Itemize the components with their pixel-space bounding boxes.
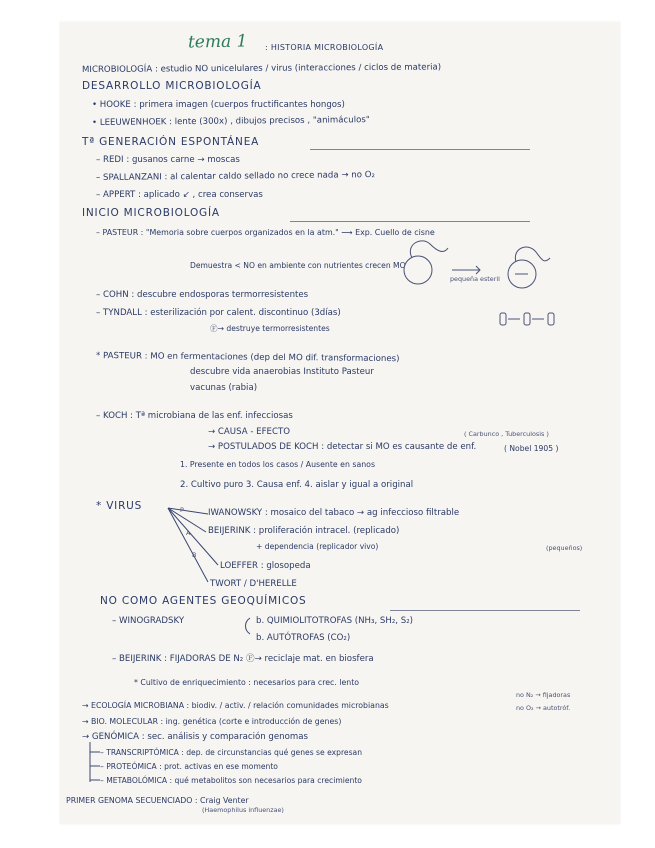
notebook-page [60, 22, 620, 824]
line-iwanowsky: IWANOWSKY : mosaico del tabaco → ag infeccioso filtrable [208, 508, 460, 518]
line-metabolomica: – METABOLÓMICA : qué metabolitos son necesarios para crecimiento [100, 776, 362, 785]
line-enriquecimiento: * Cultivo de enriquecimiento : necesarios para crec. lento [134, 678, 360, 687]
line-beijerink-2: – BEIJERINK : FIJADORAS DE N₂ Ⓕ→ reciclaje mat. en biosfera [112, 654, 374, 664]
annotation-venter: (Haemophilus influenzae) [202, 806, 284, 814]
annotation-virus: (pequeños) [546, 544, 583, 552]
line-postulados: → POSTULADOS DE KOCH : detectar si MO es causante de enf. [208, 442, 477, 452]
line-spallanzani: – SPALLANZANI : al calentar caldo sellado no crece nada → no O₂ [95, 170, 375, 183]
virus-letter-p: P [180, 506, 184, 514]
sketch-layer [60, 22, 620, 824]
line-proteomica: – PROTEÓMICA : prot. activas en ese momento [100, 762, 278, 771]
line-dependencia: + dependencia (replicador vivo) [256, 542, 379, 551]
line-postulado-1: 1. Presente en todos los casos / Ausente en sanos [180, 460, 376, 469]
line-transcriptomica: – TRANSCRIPTÓMICA : dep. de circunstancias qué genes se expresan [100, 748, 363, 757]
line-biomolecular: → BIO. MOLECULAR : ing. genética (corte e introducción de genes) [82, 717, 342, 726]
line-anaerobias: descubre vida anaerobias Instituto Pasteur [190, 367, 374, 377]
heading-desarrollo: DESARROLLO MICROBIOLOGÍA [82, 80, 262, 92]
annotation-winogradsky-2: no O₂ → autotróf. [516, 704, 571, 712]
annotation-koch-2: ( Nobel 1905 ) [504, 444, 559, 453]
line-appert: – APPERT : aplicado ↙ , crea conservas [96, 190, 263, 200]
annotation-winogradsky-1: no N₂ → fijadoras [516, 691, 571, 699]
virus-letter-a: A [186, 529, 191, 537]
line-leeuwenhoek: • LEEUWENHOEK : lente (300x) , dibujos precisos , "animáculos" [91, 115, 370, 128]
line-postulados-2-4: 2. Cultivo puro 3. Causa enf. 4. aislar y igual a original [180, 480, 414, 490]
line-hooke: • HOOKE : primera imagen (cuerpos fructificantes hongos) [92, 100, 345, 110]
line-tyndall-detail: Ⓕ→ destruye termorresistentes [210, 324, 330, 333]
genomics-tree [90, 742, 100, 782]
line-ecologia: → ECOLOGÍA MICROBIANA : biodiv. / activ. / relación comunidades microbianas [82, 701, 389, 710]
line-pasteur2: * PASTEUR : MO en fermentaciones (dep del MO dif. transformaciones) [95, 351, 400, 365]
line-definition: MICROBIOLOGÍA : estudio NO unicelulares / virus (interacciones / ciclos de materia) [81, 62, 442, 75]
line-primer-genoma: PRIMER GENOMA SECUENCIADO : Craig Venter [66, 796, 249, 805]
swan-neck-flask-icon [404, 241, 550, 288]
line-quimiolitotrofas: b. QUIMIOLITOTROFAS (NH₃, SH₂, S₂) [256, 616, 413, 626]
line-demuestra: Demuestra < NO en ambiente con nutrientes crecen MO [190, 261, 406, 270]
line-winogradsky: – WINOGRADSKY [112, 616, 185, 626]
page-subtitle: : HISTORIA MICROBIOLOGÍA [265, 43, 384, 52]
heading-geoquimicos: NO COMO AGENTES GEOQUÍMICOS [100, 595, 307, 607]
annotation-koch-1: ( Carbunco , Tuberculosis ) [464, 430, 549, 438]
title-text: tema 1 [187, 31, 248, 53]
tyndall-tubes-icon [500, 313, 554, 325]
brace-winogradsky [246, 618, 251, 634]
line-koch: – KOCH : Tª microbiana de las enf. infecciosas [96, 411, 293, 421]
line-autotrofas: b. AUTÓTROFAS (CO₂) [256, 633, 351, 643]
line-vacunas: vacunas (rabia) [190, 383, 258, 393]
annotation-perdida: pequeña esteril [450, 275, 500, 283]
line-causa: → CAUSA - EFECTO [208, 427, 290, 437]
virus-branch-lines [168, 508, 218, 582]
line-genomica: → GENÓMICA : sec. análisis y comparación genomas [82, 732, 308, 742]
line-tyndall: – TYNDALL : esterilización por calent. discontinuo (3días) [96, 308, 341, 318]
heading-generacion: Tª GENERACIÓN ESPONTÁNEA [82, 136, 260, 148]
line-loeffer: LOEFFER : glosopeda [220, 561, 311, 571]
line-twort: TWORT / D'HERELLE [210, 579, 297, 589]
virus-letter-b: B [192, 551, 197, 559]
heading-inicio: INICIO MICROBIOLOGÍA [82, 207, 220, 219]
line-pasteur: – PASTEUR : "Memoria sobre cuerpos organizados en la atm." ⟶ Exp. Cuello de cisne [96, 228, 435, 237]
line-beijerink: BEIJERINK : proliferación intracel. (replicado) [208, 526, 400, 536]
line-redi: – REDI : gusanos carne → moscas [96, 155, 240, 165]
line-cohn: – COHN : descubre endosporas termorresistentes [96, 290, 309, 300]
heading-virus: * VIRUS [96, 500, 143, 512]
